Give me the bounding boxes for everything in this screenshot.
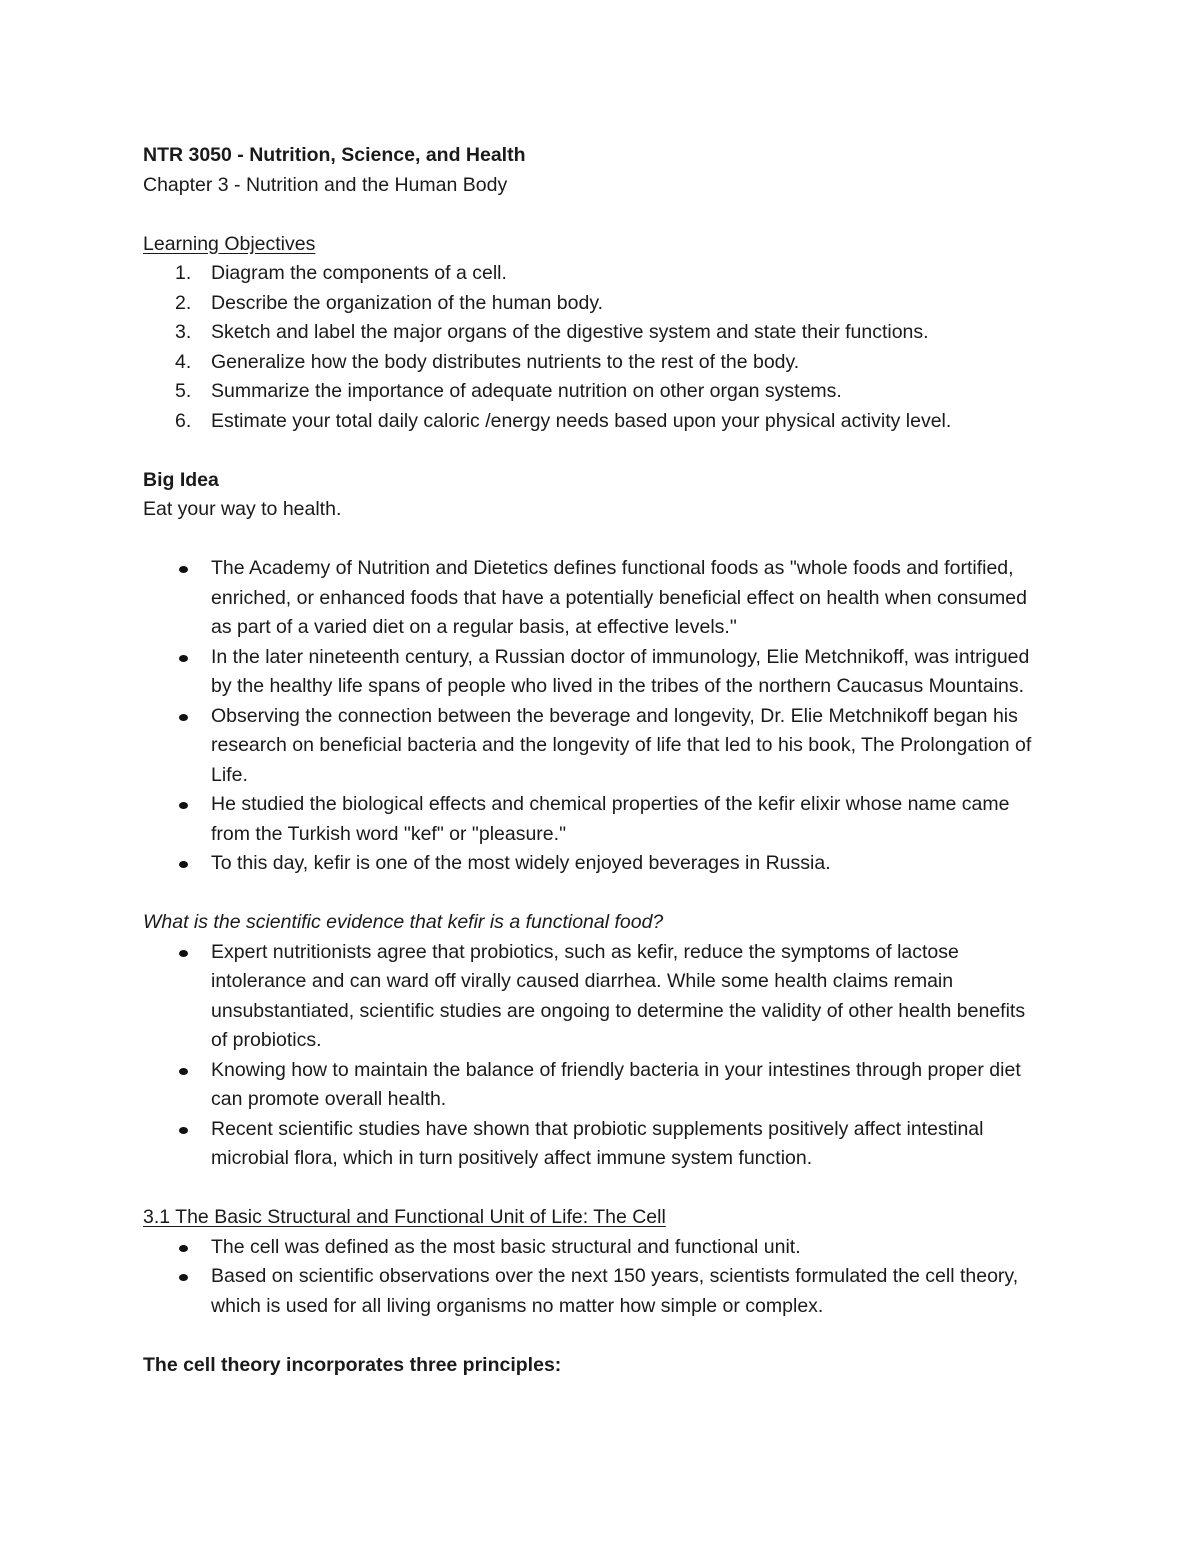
objective-number: 6. <box>175 409 192 432</box>
cell-theory-heading: The cell theory incorporates three principles: <box>143 1353 562 1376</box>
chapter-title: Chapter 3 - Nutrition and the Human Body <box>143 173 508 196</box>
bullet-icon <box>179 861 188 868</box>
bullet-item <box>143 1056 1043 1115</box>
bullet-item <box>143 938 1043 1056</box>
bullet-text: Recent scientific studies have shown that probiotic supplements positively affect intestinal microbial flora, which in turn positively affect immune system function. <box>211 1117 984 1169</box>
bullet-icon <box>179 1068 188 1075</box>
bullet-icon <box>179 1245 188 1252</box>
objective-text: Summarize the importance of adequate nutrition on other organ systems. <box>211 380 842 402</box>
bullet-item <box>143 1262 1043 1321</box>
document-content <box>143 141 1043 1380</box>
bullet-icon <box>179 1127 188 1134</box>
spacer <box>143 525 1043 555</box>
objective-item <box>143 289 1043 319</box>
bullet-text: To this day, kefir is one of the most widely enjoyed beverages in Russia. <box>211 852 831 874</box>
evidence-question: What is the scientific evidence that kefir is a functional food? <box>143 911 664 933</box>
learning-objectives-list <box>143 259 1043 436</box>
objective-text: Sketch and label the major organs of the digestive system and state their functions. <box>211 321 929 343</box>
bullet-text: The Academy of Nutrition and Dietetics defines functional foods as "whole foods and fortified, enriched, or enhanced foods that have a potentially beneficial effect on health when consumed as part of a varied diet on a regular basis, at effective levels." <box>211 557 1027 638</box>
objective-text: Estimate your total daily caloric /energy needs based upon your physical activity level. <box>211 409 952 432</box>
evidence-bullets <box>143 938 1043 1174</box>
bullet-item <box>143 790 1043 849</box>
bullet-item <box>143 849 1043 879</box>
objective-number: 5. <box>175 380 192 402</box>
bullet-item <box>143 1115 1043 1174</box>
bullet-item <box>143 1233 1043 1263</box>
bullet-item <box>143 643 1043 702</box>
objective-item <box>143 377 1043 407</box>
bullet-text: In the later nineteenth century, a Russian doctor of immunology, Elie Metchnikoff, was intrigued by the healthy life spans of people who lived in the tribes of the northern Caucasus Mountains. <box>211 645 1030 697</box>
bullet-item <box>143 702 1043 791</box>
bullet-icon <box>179 802 188 809</box>
bullet-icon <box>179 950 188 957</box>
big-idea-heading: Big Idea <box>143 468 219 491</box>
section-3-1-bullets <box>143 1233 1043 1322</box>
learning-objectives-heading: Learning Objectives <box>143 232 316 255</box>
objective-number: 2. <box>175 291 192 314</box>
bullet-text: Observing the connection between the beverage and longevity, Dr. Elie Metchnikoff began his research on beneficial bacteria and the longevity of life that led to his book, The Prolongation of Life. <box>211 704 1032 786</box>
objective-number: 3. <box>175 321 192 343</box>
objective-item <box>143 259 1043 289</box>
objective-item <box>143 318 1043 348</box>
section-3-1-heading: 3.1 The Basic Structural and Functional Unit of Life: The Cell <box>143 1206 666 1228</box>
bullet-text: He studied the biological effects and chemical properties of the kefir elixir whose name came from the Turkish word "kef" or "pleasure." <box>211 793 1010 845</box>
course-title: NTR 3050 - Nutrition, Science, and Health <box>143 144 526 166</box>
bullet-text: Knowing how to maintain the balance of friendly bacteria in your intestines through proper diet can promote overall health. <box>211 1058 1021 1110</box>
spacer <box>143 200 1043 230</box>
spacer <box>143 1321 1043 1351</box>
objective-number: 1. <box>175 262 192 284</box>
objective-text: Describe the organization of the human body. <box>211 291 604 314</box>
bullet-icon <box>179 655 188 662</box>
bullet-icon <box>179 1274 188 1281</box>
objective-item <box>143 407 1043 437</box>
bullet-text: Expert nutritionists agree that probiotics, such as kefir, reduce the symptoms of lactose intolerance and can ward off virally caused diarrhea. While some health claims remain unsubstantiated, scientific studies are ongoing to determine the validity of other health benefits of probiotics. <box>211 940 1026 1051</box>
spacer <box>143 1174 1043 1204</box>
spacer <box>143 436 1043 466</box>
objective-text: Diagram the components of a cell. <box>211 262 507 284</box>
bullet-text: Based on scientific observations over the next 150 years, scientists formulated the cell theory, which is used for all living organisms no matter how simple or complex. <box>211 1265 1019 1317</box>
big-idea-text: Eat your way to health. <box>143 498 342 520</box>
objective-number: 4. <box>175 350 192 373</box>
big-idea-bullets <box>143 554 1043 879</box>
bullet-icon <box>179 714 188 721</box>
objective-text: Generalize how the body distributes nutrients to the rest of the body. <box>211 350 800 373</box>
bullet-item <box>143 554 1043 643</box>
bullet-icon <box>179 566 188 573</box>
objective-item <box>143 348 1043 378</box>
bullet-text: The cell was defined as the most basic structural and functional unit. <box>211 1235 801 1258</box>
spacer <box>143 879 1043 909</box>
